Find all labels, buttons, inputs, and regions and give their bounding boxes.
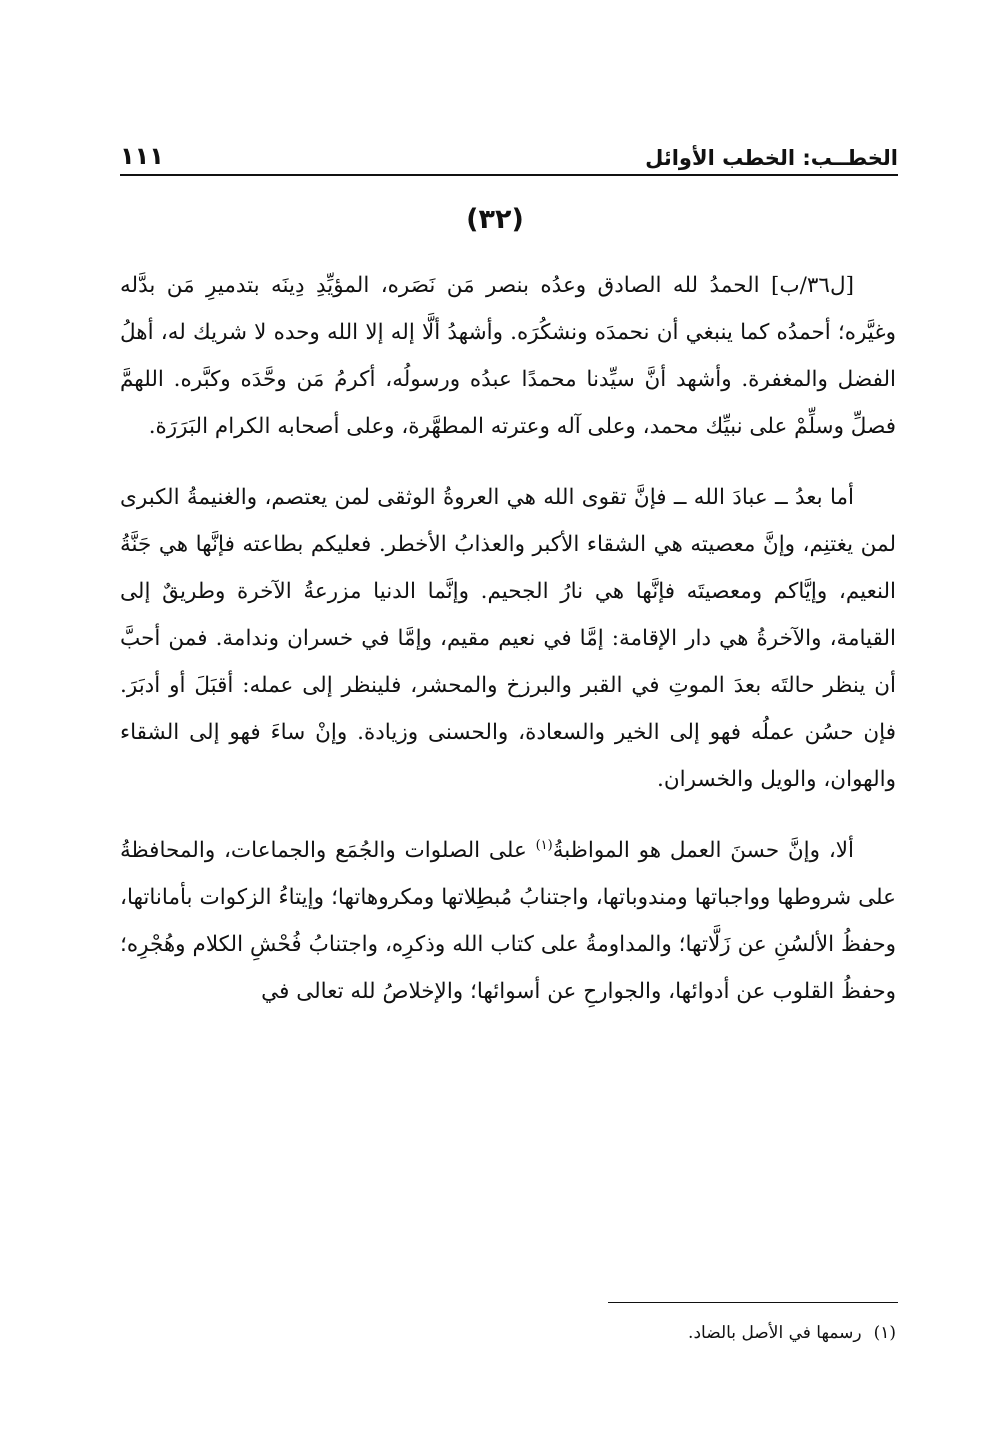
section-number: (٣٢) [466, 204, 524, 235]
paragraph-1: [ل٣٦/ب] الحمدُ لله الصادق وعدُه بنصر مَن نَصَره، المؤيِّدِ دِينَه بتدميرِ مَن بدَّله وغيَّره؛ أحمدُه كما ينبغي أن نحمدَه ونشكُرَه. وأشهدُ ألَّا إله إلا الله وحده لا شريك له، أهلُ الفضل والمغفرة. وأشهد أنَّ سيِّدنا محمدًا عبدُه ورسولُه، أكرمُ مَن وحَّدَه وكبَّره. اللهمَّ فصلِّ وسلِّمْ على نبيِّك محمد، وعلى آله وعترته المطهَّرة، وعلى أصحابه الكرام البَرَرَة. [120, 273, 896, 439]
footnote-reference: (١) [535, 837, 553, 853]
paragraph-2: أما بعدُ ــ عبادَ الله ــ فإنَّ تقوى الله هي العروةُ الوثقى لمن يعتصم، والغنيمةُ الكبرى لمن يغتنِم، وإنَّ معصيته هي الشقاء الأكبر والعذابُ الأخطر. فعليكم بطاعته فإنَّها هي جَنَّةُ النعيم، وإيَّاكم ومعصيتَه فإنَّها هي نارُ الجحيم. وإنَّما الدنيا مزرعةُ الآخرة وطريقٌ إلى القيامة، والآخرةُ هي دار الإقامة: إمَّا في نعيم مقيم، وإمَّا في خسران وندامة. فمن أحبَّ أن ينظر حالتَه بعدَ الموتِ في القبر والبرزخ والمحشر، فلينظر إلى عمله: أقبَلَ أو أدبَرَ. فإن حسُن عملُه فهو إلى الخير والسعادة، والحسنى وزيادة. وإنْ ساءَ فهو إلى الشقاء والهوان، والويل والخسران. [120, 485, 896, 792]
footnote-marker: (١) [873, 1323, 896, 1343]
header-divider [120, 174, 898, 176]
paragraph-3-start: ألا، وإنَّ حسنَ العمل هو المواظبةُ [552, 838, 854, 863]
body-text [120, 262, 896, 1039]
running-header [120, 130, 898, 170]
footnote-text: رسمها في الأصل بالضاد. [688, 1323, 862, 1343]
paragraph-3 [120, 827, 896, 1015]
footnote-divider [608, 1302, 898, 1303]
page-number: ١١١ [120, 142, 164, 170]
header-title: الخطــب: الخطب الأوائل [645, 146, 898, 170]
footnote [120, 1318, 896, 1348]
paragraph-3-rest: على الصلوات والجُمَع والجماعات، والمحافظةُ على شروطها وواجباتها ومندوباتها، واجتنابُ مُبطِلاتها ومكروهاتها؛ وإيتاءُ الزكوات بأماناتها، وحفظُ الألسُنِ عن زَلَّاتها؛ والمداومةُ على كتاب الله وذكرِه، واجتنابُ فُحْشِ الكلام وهُجْرِه؛ وحفظُ القلوب عن أدوائها، والجوارحِ عن أسوائها؛ والإخلاصُ لله تعالى في [120, 838, 896, 1004]
